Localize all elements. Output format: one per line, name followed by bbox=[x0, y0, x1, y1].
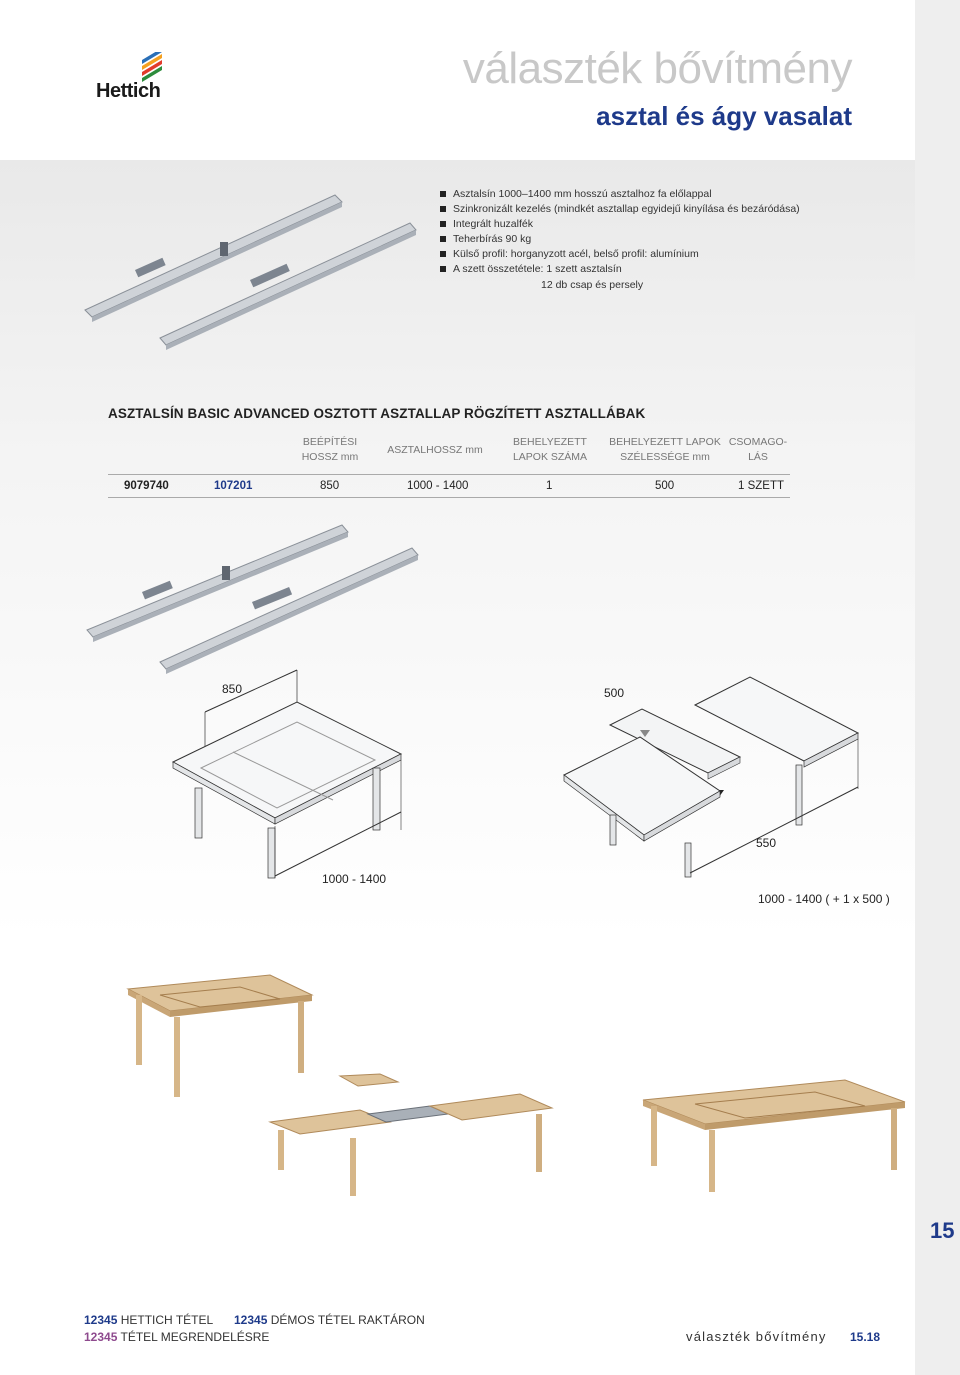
table-rule-top bbox=[108, 474, 790, 475]
page-title: választék bővítmény bbox=[462, 44, 852, 93]
col-label: LAPOK SZÁMA bbox=[512, 451, 588, 463]
footer-page-ref: 15.18 bbox=[850, 1330, 881, 1344]
cell-install-length: 850 bbox=[320, 480, 340, 492]
dim-extended-length: 1000 - 1400 ( + 1 x 500 ) bbox=[758, 892, 890, 906]
legend-demos bbox=[234, 1313, 425, 1327]
col-label: BEHELYEZETT LAPOK bbox=[609, 436, 721, 448]
page-edge-strip bbox=[915, 0, 960, 1375]
wooden-table-extended-image bbox=[635, 1070, 910, 1195]
feature-item: Külső profil: horganyzott acél, belső profil: alumínium bbox=[440, 247, 880, 262]
feature-item: Asztalsín 1000–1400 mm hosszú asztalhoz fa előlappal bbox=[440, 187, 880, 202]
legend-code-sample: 12345 bbox=[84, 1330, 118, 1344]
col-label: HOSSZ mm bbox=[301, 451, 359, 463]
product-code-main: 9079740 bbox=[124, 480, 169, 492]
logo-wordmark: Hettich bbox=[96, 80, 161, 102]
dim-table-length: 1000 - 1400 bbox=[322, 872, 387, 886]
feature-item: Teherbírás 90 kg bbox=[440, 232, 880, 247]
col-leaf-width bbox=[605, 435, 725, 465]
closed-table-drawing bbox=[165, 660, 415, 900]
cell-leaf-count: 1 bbox=[546, 480, 553, 492]
col-label: CSOMAGO- bbox=[728, 436, 788, 448]
col-leaf-count bbox=[505, 435, 595, 465]
dim-install-length: 850 bbox=[222, 682, 243, 696]
legend-label: TÉTEL MEGRENDELÉSRE bbox=[120, 1330, 270, 1344]
legend-code-sample: 12345 bbox=[84, 1313, 118, 1327]
feature-list bbox=[440, 187, 880, 293]
drawer-slide-image-top bbox=[80, 190, 420, 350]
legend-label: DÉMOS TÉTEL RAKTÁRON bbox=[270, 1313, 425, 1327]
page-subtitle: asztal és ágy vasalat bbox=[596, 101, 852, 131]
legend-hettich bbox=[84, 1313, 213, 1327]
dim-leaf-width: 500 bbox=[604, 686, 625, 700]
dim-depth: 550 bbox=[756, 836, 777, 850]
col-table-length: ASZTALHOSSZ mm bbox=[387, 444, 483, 456]
drawer-slide-image-bottom bbox=[82, 520, 422, 675]
cell-table-length: 1000 - 1400 bbox=[407, 480, 469, 492]
product-heading: ASZTALSÍN BASIC ADVANCED OSZTOTT ASZTALLAP RÖGZÍTETT ASZTALLÁBAK bbox=[108, 406, 646, 421]
feature-item: A szett összetétele: 1 szett asztalsín bbox=[440, 262, 880, 277]
table-rule-bottom bbox=[108, 497, 790, 498]
col-packaging bbox=[726, 435, 790, 465]
page-number: 15 bbox=[930, 1218, 955, 1243]
col-label: BEHELYEZETT bbox=[513, 436, 587, 448]
col-install-length bbox=[292, 435, 368, 465]
legend-order bbox=[84, 1330, 269, 1344]
col-label: LÁS bbox=[748, 451, 768, 463]
wooden-table-opening-image bbox=[260, 1068, 560, 1198]
feature-item: Integrált huzalfék bbox=[440, 217, 880, 232]
footer-section-title: választék bővítmény bbox=[686, 1329, 827, 1344]
cell-leaf-width: 500 bbox=[655, 480, 675, 492]
col-label: SZÉLESSÉGE mm bbox=[620, 451, 710, 463]
feature-continuation: 12 db csap és persely bbox=[541, 279, 644, 291]
cell-packaging: 1 SZETT bbox=[738, 480, 785, 492]
product-code-demos: 107201 bbox=[214, 480, 253, 492]
feature-item: Szinkronizált kezelés (mindkét asztallap egyidejű kinyílása és bezáródása) bbox=[440, 202, 880, 217]
col-label: BEÉPÍTÉSI bbox=[302, 436, 358, 448]
legend-code-sample: 12345 bbox=[234, 1313, 268, 1327]
legend-label: HETTICH TÉTEL bbox=[120, 1313, 214, 1327]
